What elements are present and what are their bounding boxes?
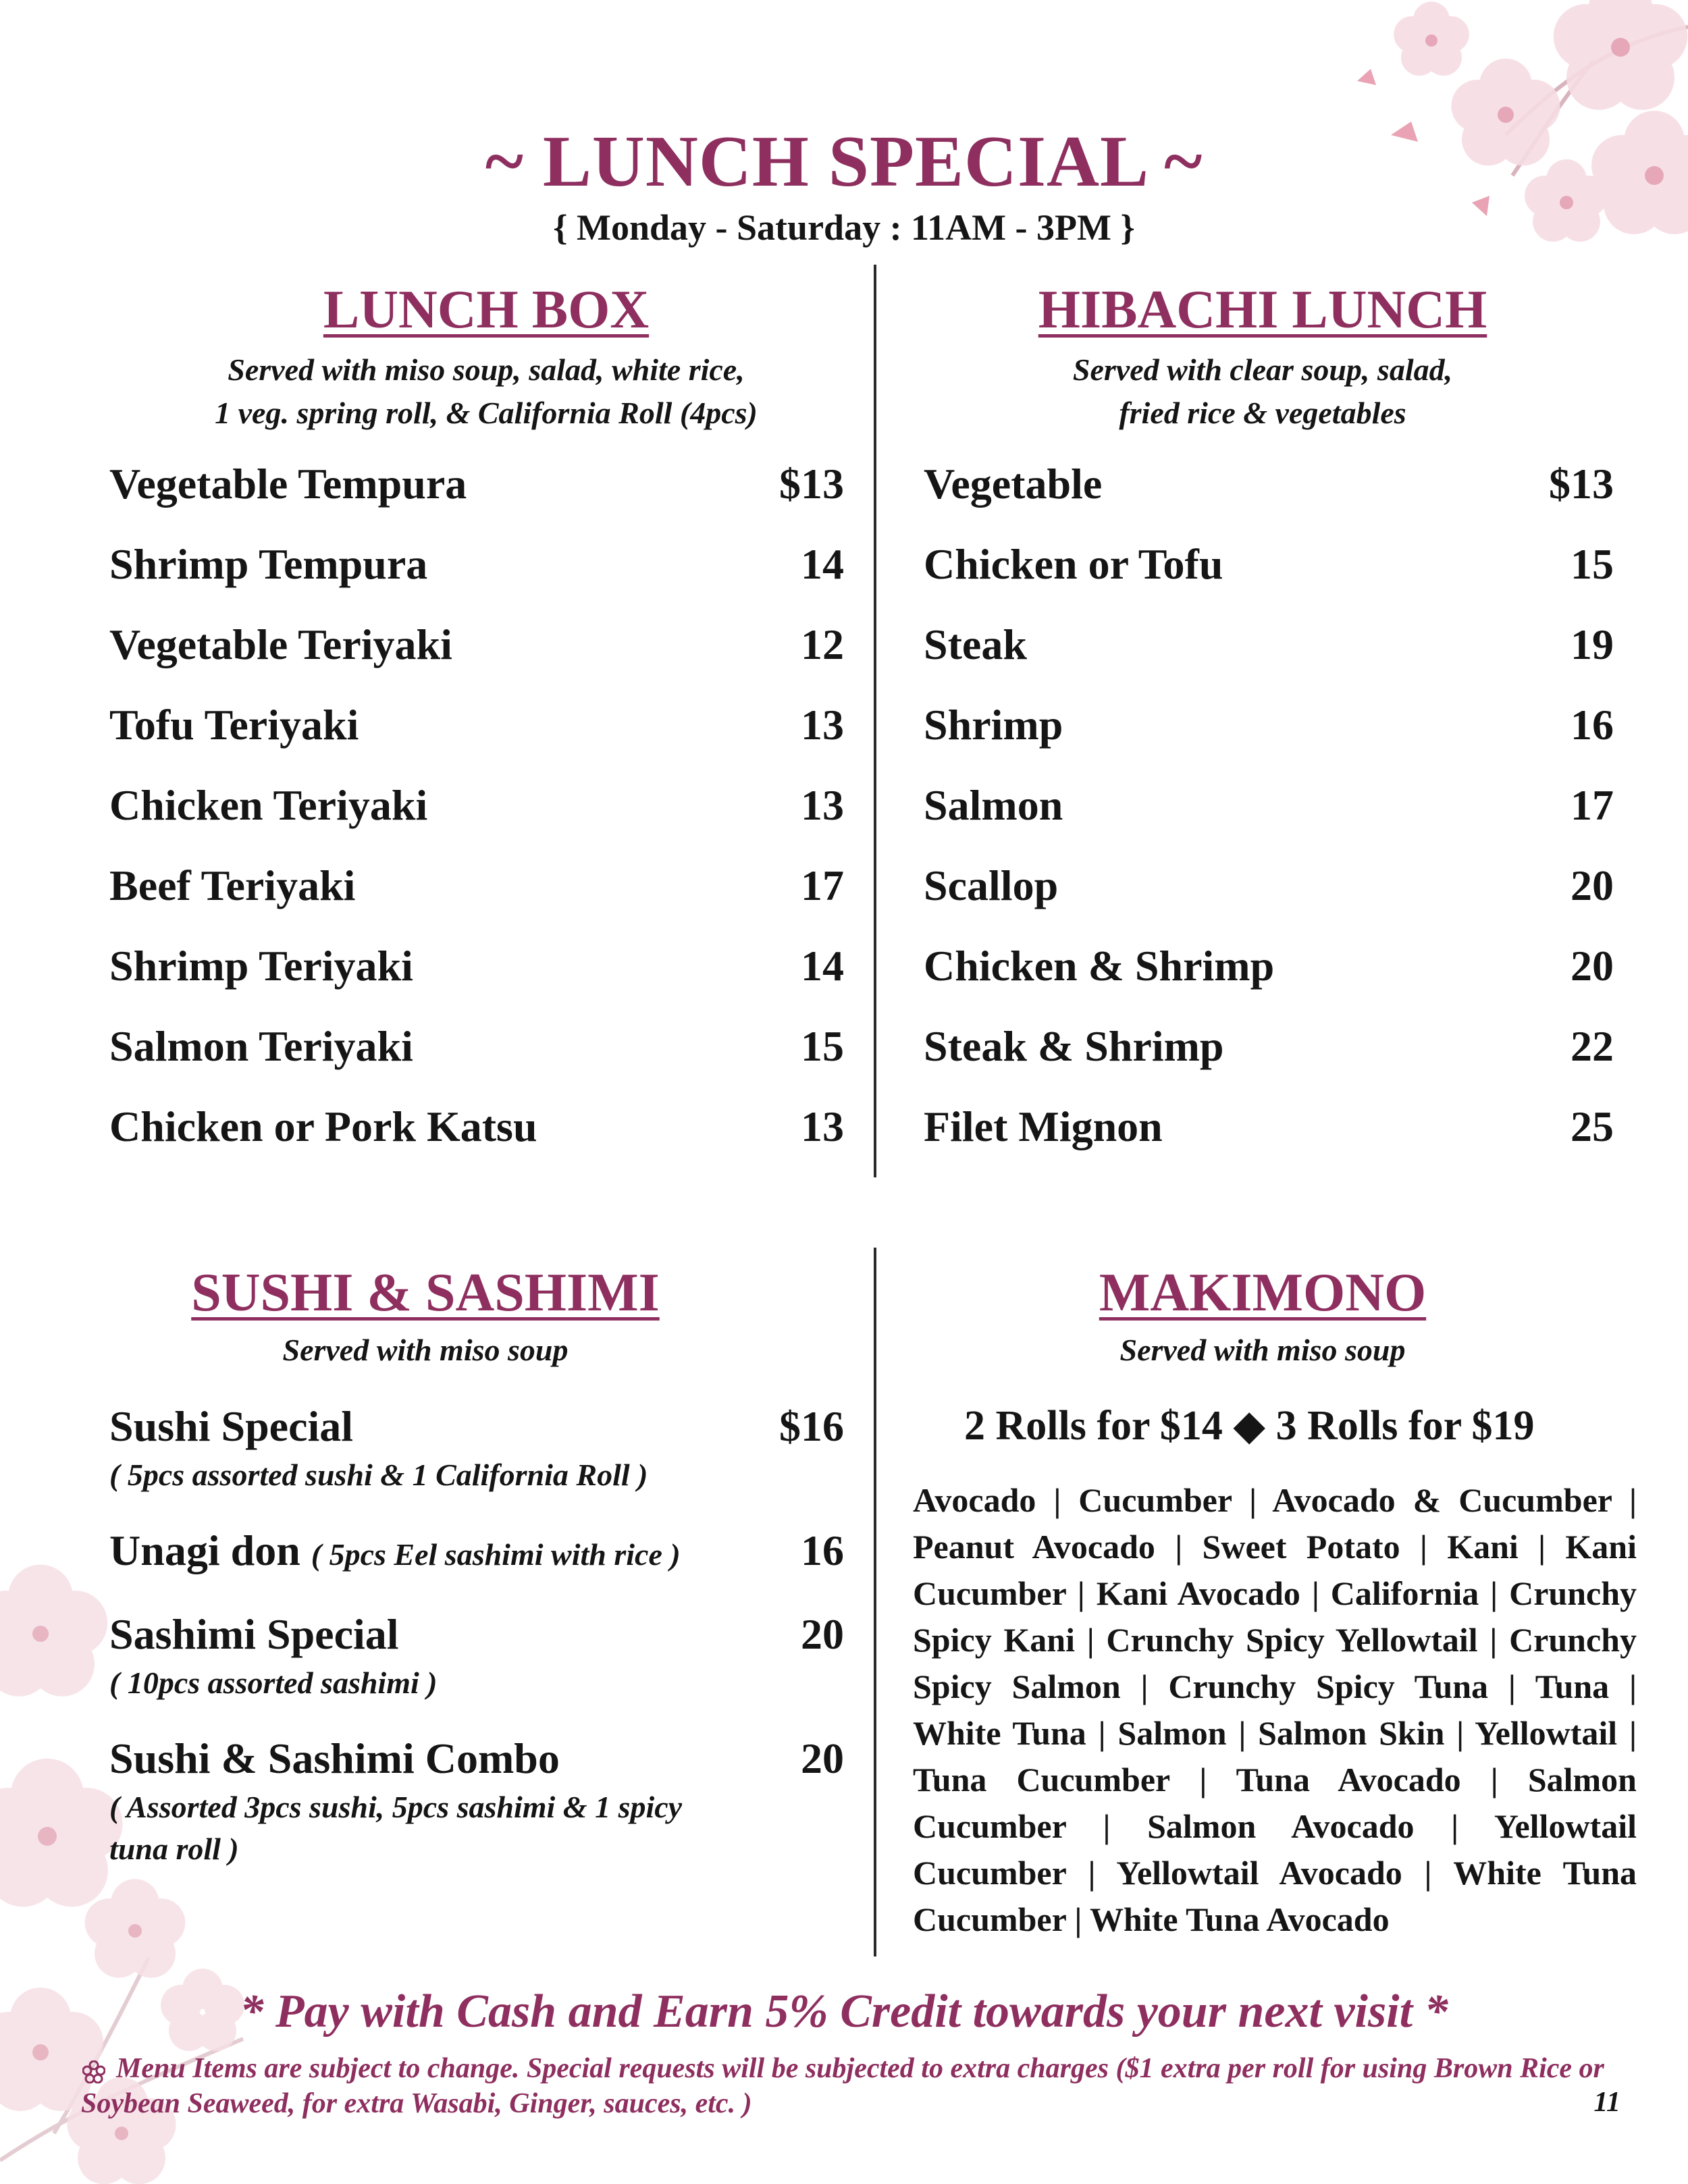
- sushi-item-name-text: Unagi don: [109, 1526, 300, 1574]
- sushi-item-name: Sushi & Sashimi Combo: [109, 1734, 560, 1782]
- lunch-box-item-name: Shrimp Teriyaki: [109, 942, 413, 990]
- hibachi-item-name: Vegetable: [924, 460, 1103, 508]
- page-title: ~ LUNCH SPECIAL ~: [485, 122, 1203, 202]
- lunch-box-item-price: 12: [801, 620, 844, 668]
- menu-change-notice-text: Menu Items are subject to change. Special requests will be subjected to extra charges ($1 extra per roll for using Brown Rice or Soybean Seaweed, for extra Wasabi, Ginger, sauces, etc. ): [81, 2053, 1604, 2119]
- hibachi-item-price: 16: [1571, 701, 1614, 749]
- sushi-item-price: 20: [801, 1610, 844, 1658]
- lunch-box-item-price: 14: [801, 942, 844, 990]
- lunch-box-subtitle-1: Served with miso soup, salad, white rice,: [228, 352, 745, 387]
- hibachi-item-name: Steak & Shrimp: [924, 1022, 1224, 1070]
- hibachi-item-name: Chicken or Tofu: [924, 540, 1223, 588]
- hibachi-item-name: Scallop: [924, 861, 1059, 909]
- sushi-item-description: ( 5pcs Eel sashimi with rice ): [311, 1537, 681, 1572]
- makimono-heading: MAKIMONO: [1099, 1263, 1427, 1323]
- hibachi-item-price: 19: [1571, 620, 1614, 668]
- lunch-box-item-price: 13: [801, 781, 844, 829]
- hibachi-item-price: 22: [1571, 1022, 1614, 1070]
- hibachi-item-price: 15: [1571, 540, 1614, 588]
- lunch-box-item-price: 13: [801, 701, 844, 749]
- lunch-box-item-name: Chicken Teriyaki: [109, 781, 428, 829]
- makimono-roll-deal: 2 Rolls for $14 ◆ 3 Rolls for $19: [964, 1403, 1535, 1449]
- sushi-item-price: 16: [801, 1526, 844, 1574]
- hibachi-subtitle-2: fried rice & vegetables: [1119, 396, 1406, 430]
- sushi-item-description: ( 10pcs assorted sashimi ): [109, 1666, 438, 1700]
- hibachi-subtitle-1: Served with clear soup, salad,: [1072, 352, 1453, 387]
- page-number: 11: [1593, 2087, 1620, 2118]
- makimono-subtitle: Served with miso soup: [1119, 1333, 1406, 1367]
- lunch-box-item-price: 14: [801, 540, 844, 588]
- sushi-sashimi-heading: SUSHI & SASHIMI: [191, 1263, 660, 1323]
- sushi-item-description: ( 5pcs assorted sushi & 1 California Roll ): [109, 1458, 648, 1492]
- lunch-box-item-name: Salmon Teriyaki: [109, 1022, 413, 1070]
- hibachi-item-price: $13: [1549, 460, 1614, 508]
- lunch-box-heading: LUNCH BOX: [323, 280, 650, 340]
- menu-change-notice: [81, 2051, 1634, 2121]
- hibachi-item-name: Shrimp: [924, 701, 1063, 749]
- sushi-item-name: Sashimi Special: [109, 1610, 399, 1658]
- lunch-box-item-price: 17: [801, 861, 844, 909]
- sushi-item-name: [109, 1526, 681, 1576]
- hibachi-item-price: 17: [1571, 781, 1614, 829]
- sushi-sashimi-subtitle: Served with miso soup: [282, 1333, 569, 1367]
- hibachi-item-price: 20: [1571, 861, 1614, 909]
- hibachi-item-name: Chicken & Shrimp: [924, 942, 1275, 990]
- lunch-box-item-name: Vegetable Tempura: [109, 460, 467, 508]
- cash-credit-banner: * Pay with Cash and Earn 5% Credit towards your next visit *: [240, 1986, 1448, 2037]
- sushi-item-price: $16: [779, 1402, 844, 1450]
- sushi-item-name: Sushi Special: [109, 1402, 354, 1450]
- hibachi-item-price: 25: [1571, 1102, 1614, 1150]
- hibachi-item-name: Salmon: [924, 781, 1063, 829]
- lunch-box-item-name: Shrimp Tempura: [109, 540, 428, 588]
- opening-hours: { Monday - Saturday : 11AM - 3PM }: [553, 207, 1135, 248]
- lunch-box-item-name: Vegetable Teriyaki: [109, 620, 452, 668]
- column-divider-bottom: [874, 1248, 876, 1956]
- lunch-box-item-price: $13: [779, 460, 844, 508]
- hibachi-lunch-heading: HIBACHI LUNCH: [1038, 280, 1487, 340]
- lunch-box-item-price: 13: [801, 1102, 844, 1150]
- lunch-box-item-name: Chicken or Pork Katsu: [109, 1102, 537, 1150]
- lunch-box-item-name: Beef Teriyaki: [109, 861, 356, 909]
- makimono-roll-list: Avocado | Cucumber | Avocado & Cucumber | Peanut Avocado | Sweet Potato | Kani | Kani Cucumber | Kani Avocado | California | Crunchy Spicy Kani | Crunchy Spicy Yellowtail | Crunchy Spicy Salmon | Crunchy Spicy Tuna | Tuna | White Tuna | Salmon | Salmon Skin | Yellowtail | Tuna Cucumber | Tuna Avocado | Salmon Cucumber | Salmon Avocado | Yellowtail Cucumber | Yellowtail Avocado | White Tuna Cucumber | White Tuna Avocado: [913, 1481, 1637, 1938]
- hibachi-item-name: Steak: [924, 620, 1027, 668]
- sushi-item-description: ( Assorted 3pcs sushi, 5pcs sashimi & 1 spicy tuna roll ): [109, 1790, 683, 1866]
- hibachi-item-price: 20: [1571, 942, 1614, 990]
- lunch-box-item-price: 15: [801, 1022, 844, 1070]
- hibachi-item-name: Filet Mignon: [924, 1102, 1163, 1150]
- lunch-box-item-name: Tofu Teriyaki: [109, 701, 359, 749]
- sushi-item-price: 20: [801, 1734, 844, 1782]
- lunch-box-subtitle-2: 1 veg. spring roll, & California Roll (4pcs): [215, 396, 758, 430]
- column-divider-top: [874, 265, 876, 1177]
